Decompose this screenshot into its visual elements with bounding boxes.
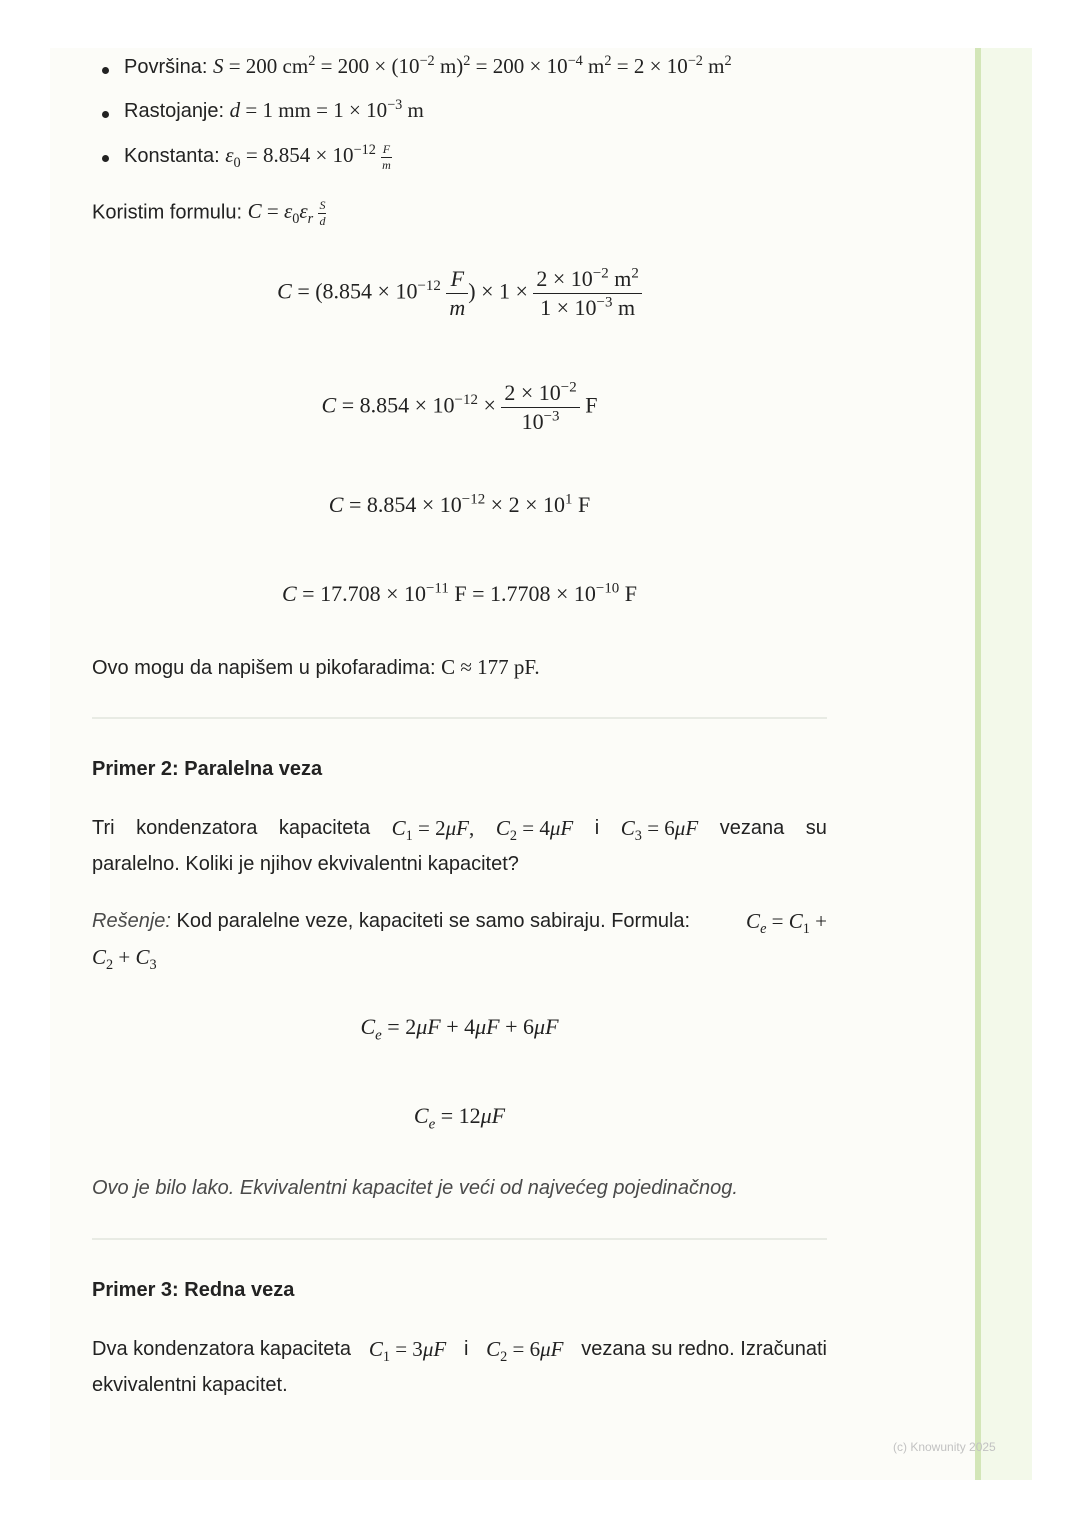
primer2-solution (92, 903, 827, 975)
primer3-problem-line1 (92, 1331, 827, 1367)
pikofarad-line (92, 655, 540, 680)
formula-intro-text: Koristim formulu: (92, 201, 243, 224)
primer2-note: Ovo je bilo lako. Ekvivalentni kapacitet je veći od najvećeg pojedinačnog. (92, 1177, 738, 1199)
word: i (594, 817, 600, 839)
konstanta-formula: $\varepsilon_0 = 8.854 \times 10^{-12}$ $\frac{F}{m}$ (225, 142, 391, 172)
c2-value: $C_2 = 4\mu F$ (495, 816, 574, 845)
equation-parallel-sum: $C_e = 2\mu F + 4\mu F + 6\mu F$ (360, 1014, 559, 1044)
primer3-heading: Primer 3: Redna veza (92, 1279, 295, 1301)
c3-value: $C_3 = 6\mu F$ (620, 816, 699, 845)
equation-parallel-result: $C_e = 12\mu F$ (413, 1103, 506, 1133)
capacitance-formula: $C = \varepsilon_0\varepsilon_r$ $\frac{S}{d}$ (247, 198, 326, 228)
povrsina-label: Površina: (124, 56, 208, 78)
bullet-dot (102, 111, 109, 118)
bullet-dot (102, 67, 109, 74)
primer3-text-start: Dva kondenzatora kapaciteta (92, 1338, 352, 1360)
equation-step-2: $C = 8.854 \times 10^{-12}$ × $\frac{2 \times 10^{-2}}{10^{-3}}$ F (321, 379, 598, 434)
solution-text: Kod paralelne veze, kapaciteti se samo sabiraju. Formula: (176, 910, 691, 932)
c2-value: $C_2 = 6\mu F$ (486, 1337, 564, 1366)
equation-step-4: $C = 17.708 \times 10^{-11}$ $F = 1.7708 \times 10^{-10}$ F (281, 580, 638, 606)
word: kapaciteta (278, 817, 371, 839)
primer3-text-end: vezana su redno. Izračunati (581, 1338, 827, 1360)
c1-value: $C_1 = 3\mu F$ (368, 1337, 447, 1366)
primer3-problem (92, 1331, 827, 1403)
primer3-problem-line2: ekvivalentni kapacitet. (92, 1374, 288, 1396)
primer2-problem-line2: paralelno. Koliki je njihov ekvivalentni kapacitet? (92, 853, 519, 875)
rastojanje-label: Rastojanje: (124, 100, 225, 122)
word: i (463, 1338, 469, 1360)
primer2-solution-line1 (92, 903, 827, 939)
parallel-formula-part2: $C_2 + C_3$ (92, 945, 157, 974)
section-divider (92, 717, 827, 719)
word: su (805, 817, 827, 839)
bullet-dot (102, 155, 109, 162)
solution-label: Rešenje: (92, 910, 171, 932)
formula-intro-line (92, 198, 326, 229)
primer2-heading: Primer 2: Paralelna veza (92, 758, 323, 780)
primer2-problem (92, 810, 827, 882)
c1-value: $C_1 = 2\mu F$, (391, 816, 475, 845)
list-item-konstanta (102, 142, 392, 173)
word: vezana (719, 817, 785, 839)
section-divider (92, 1238, 827, 1240)
word: Tri (92, 817, 115, 839)
pikofarad-value: C ≈ 177 pF. (441, 655, 540, 679)
povrsina-formula: S = 200 $cm^2 = 200 \times (10^{-2}$ $m)^2 = 200 \times 10^{-4}$ $m^2 = 2 \times 10^{-2}$ $m^2$ (212, 53, 732, 78)
equation-step-3: $C = 8.854 \times 10^{-12} \times 2 \times 10^1$ F (328, 491, 591, 517)
parallel-formula-part1: $C_e = C_1$ + (746, 909, 827, 938)
primer2-problem-line1 (92, 810, 827, 846)
list-item-rastojanje (102, 98, 424, 123)
watermark: (c) Knowunity 2025 (893, 1440, 996, 1454)
equation-step-1: $C = (8.854 \times 10^{-12}$ $\frac{F}{m}$ ) × 1 × $\frac{2 \times 10^{-2} m^2}{1 \times 10^{-3} m}$ (92, 266, 827, 321)
pikofarad-text: Ovo mogu da napišem u pikofaradima: (92, 657, 436, 679)
rastojanje-formula: d = 1 mm = $1 \times 10^{-3}$ m (229, 97, 424, 122)
list-item-povrsina (102, 54, 732, 79)
konstanta-label: Konstanta: (124, 145, 220, 168)
word: kondenzatora (136, 817, 258, 839)
sidebar-accent-panel (981, 48, 1032, 1480)
